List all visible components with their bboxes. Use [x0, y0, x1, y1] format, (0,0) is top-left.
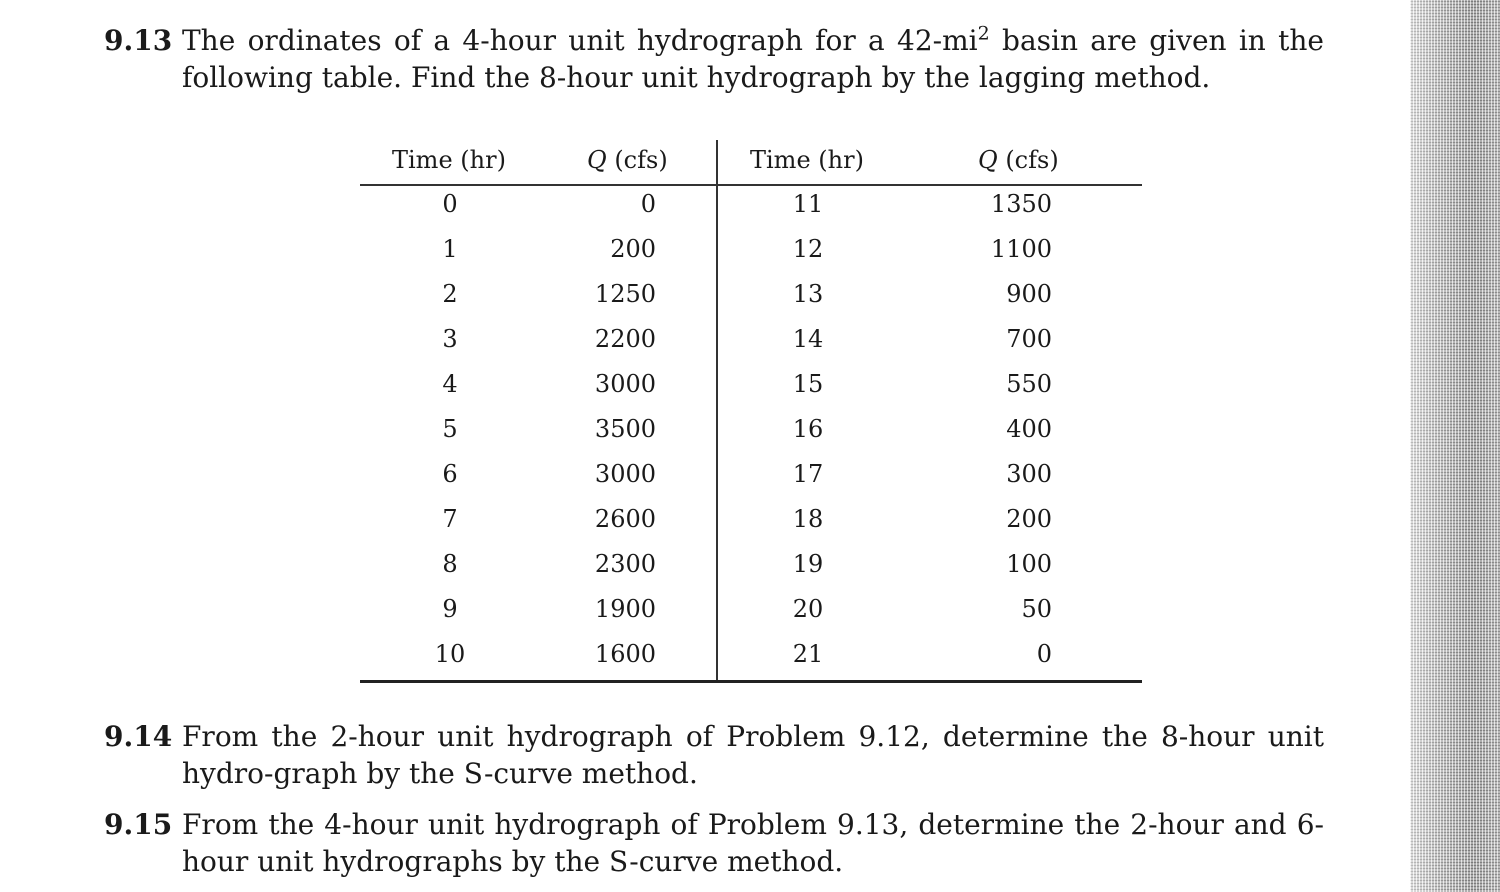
cell-time-2: 14 — [792, 325, 824, 353]
cell-time-1: 4 — [442, 370, 458, 398]
cell-time-2: 21 — [792, 640, 824, 668]
cell-time-1: 7 — [442, 505, 458, 533]
header-q-letter: Q — [587, 146, 607, 174]
cell-time-2: 12 — [792, 235, 824, 263]
header-time-1: Time (hr) — [392, 146, 506, 174]
cell-time-1: 9 — [442, 595, 458, 623]
superscript: 2 — [977, 22, 990, 45]
table-body — [360, 190, 1142, 685]
cell-q-1: 2200 — [594, 325, 656, 353]
table-row — [360, 415, 1142, 460]
problem-text: From the 2-hour unit hydrograph of Problem 9.12, determine the 8-hour unit hydro-graph by the S-curve method. — [182, 720, 1324, 790]
cell-q-2: 1100 — [990, 235, 1052, 263]
cell-q-2: 550 — [1006, 370, 1052, 398]
cell-time-1: 2 — [442, 280, 458, 308]
table-row — [360, 640, 1142, 685]
problem-9-14 — [104, 718, 1324, 792]
table-row — [360, 595, 1142, 640]
cell-q-1: 1250 — [594, 280, 656, 308]
table-row — [360, 235, 1142, 280]
table-row — [360, 325, 1142, 370]
cell-q-2: 1350 — [990, 190, 1052, 218]
cell-q-1: 200 — [610, 235, 656, 263]
problem-number: 9.13 — [104, 24, 173, 57]
page-edge-shadow — [1410, 0, 1500, 892]
cell-q-1: 2300 — [594, 550, 656, 578]
table-top-rule — [360, 184, 1142, 186]
problem-number: 9.14 — [104, 720, 173, 753]
problem-text-part: The ordinates of a 4-hour unit hydrograph for a 42-mi — [182, 24, 978, 57]
cell-time-2: 20 — [792, 595, 824, 623]
cell-time-1: 6 — [442, 460, 458, 488]
cell-time-2: 15 — [792, 370, 824, 398]
cell-q-2: 900 — [1006, 280, 1052, 308]
table-row — [360, 505, 1142, 550]
cell-time-1: 1 — [442, 235, 458, 263]
cell-q-1: 3500 — [594, 415, 656, 443]
cell-q-2: 100 — [1006, 550, 1052, 578]
cell-time-2: 19 — [792, 550, 824, 578]
cell-time-2: 11 — [792, 190, 824, 218]
cell-time-1: 3 — [442, 325, 458, 353]
cell-q-1: 1900 — [594, 595, 656, 623]
problem-text: From the 4-hour unit hydrograph of Problem 9.13, determine the 2-hour and 6-hour unit hydrographs by the S-curve method. — [182, 808, 1324, 878]
problem-9-15 — [104, 806, 1324, 880]
table-row — [360, 370, 1142, 415]
table-row — [360, 550, 1142, 595]
cell-time-2: 13 — [792, 280, 824, 308]
problem-9-13 — [104, 22, 1324, 96]
header-q-1 — [587, 146, 668, 174]
cell-time-2: 17 — [792, 460, 824, 488]
cell-q-2: 50 — [1021, 595, 1052, 623]
problem-text-part: basin are given in the following table. Find the 8-hour unit hydrograph by the lagging method. — [182, 24, 1324, 94]
cell-time-1: 8 — [442, 550, 458, 578]
header-q-unit: (cfs) — [997, 146, 1059, 174]
cell-q-2: 300 — [1006, 460, 1052, 488]
problem-number: 9.15 — [104, 808, 173, 841]
cell-q-2: 0 — [1036, 640, 1052, 668]
cell-q-2: 400 — [1006, 415, 1052, 443]
header-time-2: Time (hr) — [750, 146, 864, 174]
cell-q-1: 0 — [640, 190, 656, 218]
header-q-letter: Q — [978, 146, 998, 174]
cell-time-2: 18 — [792, 505, 824, 533]
cell-q-1: 2600 — [594, 505, 656, 533]
cell-q-2: 700 — [1006, 325, 1052, 353]
cell-time-1: 0 — [442, 190, 458, 218]
cell-q-1: 1600 — [594, 640, 656, 668]
cell-q-1: 3000 — [594, 460, 656, 488]
problem-text — [182, 22, 1324, 96]
header-q-unit: (cfs) — [606, 146, 668, 174]
cell-time-1: 5 — [442, 415, 458, 443]
table-row — [360, 190, 1142, 235]
header-q-2 — [978, 146, 1059, 174]
table-row — [360, 280, 1142, 325]
table-row — [360, 460, 1142, 505]
cell-q-1: 3000 — [594, 370, 656, 398]
cell-time-1: 10 — [434, 640, 466, 668]
cell-time-2: 16 — [792, 415, 824, 443]
hydrograph-table — [360, 138, 1142, 684]
cell-q-2: 200 — [1006, 505, 1052, 533]
